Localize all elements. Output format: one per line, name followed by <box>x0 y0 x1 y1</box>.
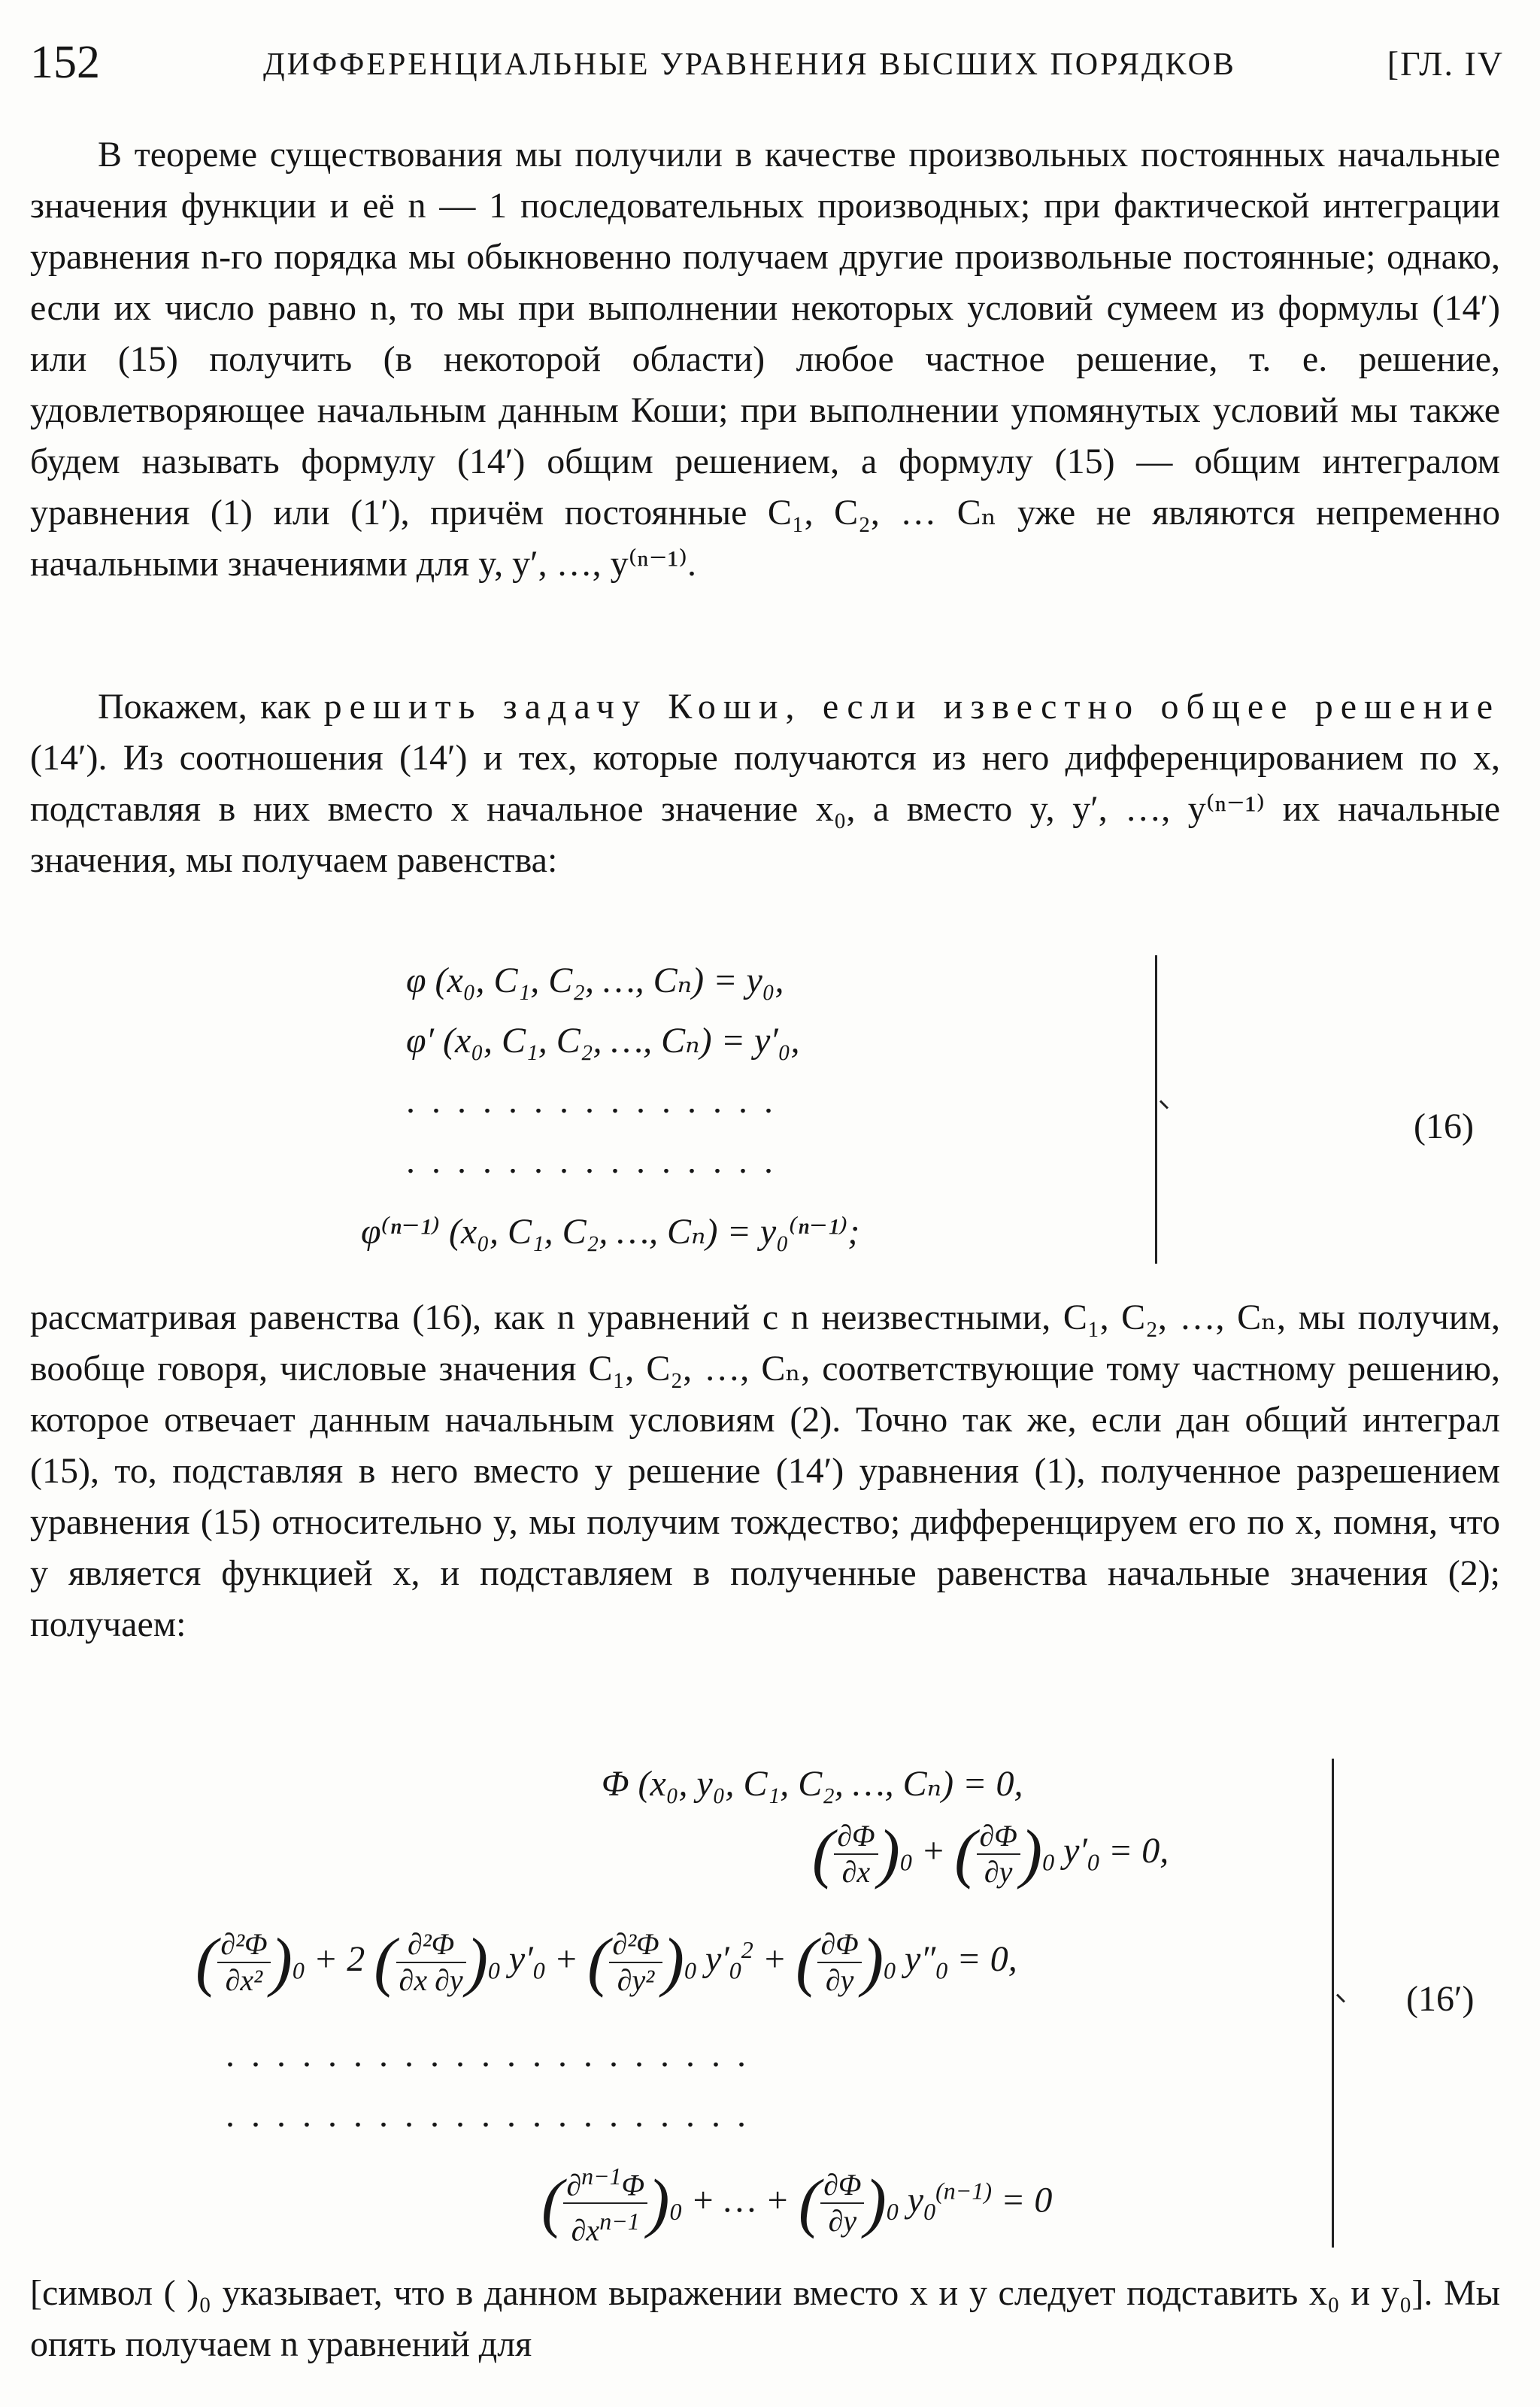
page-header <box>30 30 1510 90</box>
paragraph-cauchy-problem <box>30 681 1500 886</box>
paragraph-existence-theorem: В теореме существования мы получили в качестве произвольных постоянных начальные значения функции и её n — 1 последовательных производных; при фактической интеграции уравнения n-го порядка мы обыкновенно получаем другие произвольные постоянные; однако, если их число равно n, то мы при выполнении некоторых условий сумеем из формулы (14′) или (15) получить (в некоторой области) любое частное решение, т. е. решение, удовлетворяющее начальным данным Коши; при выполнении упомянутых условий мы также будем называть формулу (14′) общим решением, а формулу (15) — общим интегралом уравнения (1) или (1′), причём постоянные C₁, C₂, … Cₙ уже не являются непременно начальными значениями для y, y′, …, y⁽ⁿ⁻¹⁾. <box>30 135 1500 584</box>
page-number: 152 <box>30 37 100 88</box>
eq16-line1: φ (x₀, C₁, C₂, …, Cₙ) = y₀, <box>406 961 784 1000</box>
eq16p-line1: Φ (x₀, y₀, C₁, C₂, …, Cₙ) = 0, <box>602 1764 1023 1804</box>
paragraph-solving-system: рассматривая равенства (16), как n уравнений с n неизвестными, C₁, C₂, …, Cₙ, мы получим, вообще говоря, числовые значения C₁, C₂, …, Cₙ, соответствующие тому частному решению, которое отвечает данным начальным условиям (2). Точно так же, если дан общий интеграл (15), то, подставляя в него вместо y решение (14′) уравнения (1), полученное разрешением уравнения (15) относительно y, мы получим тождество; дифференцируем его по x, помня, что y является функцией x, и подставляем в полученные равенства начальные значения (2); получаем: <box>30 1298 1500 1644</box>
eq16-label: (16) <box>1414 1106 1474 1146</box>
cauchy-emphasis: решить задачу Коши, если известно общее решение <box>323 687 1500 727</box>
eq16-line5: φ⁽ⁿ⁻¹⁾ (x₀, C₁, C₂, …, Cₙ) = y₀⁽ⁿ⁻¹⁾; <box>361 1212 860 1252</box>
paragraph-symbol-note: [символ ( )₀ указывает, что в данном выражении вместо x и y следует подставить x₀ и y₀]. Мы опять получаем n уравнений для <box>30 2273 1500 2364</box>
eq16p-dots2: ..................... <box>226 2095 762 2135</box>
frac-dphi-dy: $\frac{\partial\Phi}{\partial y}$ <box>977 1819 1020 1889</box>
frac-dphi-dx: $\frac{\partial\Phi}{\partial x}$ <box>834 1819 878 1889</box>
cauchy-rest: (14′). Из соотношения (14′) и тех, которые получаются из него дифференцированием по x, подставляя в них вместо x начальное значение x₀, а вместо y, y′, …, y⁽ⁿ⁻¹⁾ их начальные значения, мы получаем равенства: <box>30 738 1500 880</box>
brace-16 <box>1135 955 1157 1264</box>
eq16p-label: (16′) <box>1406 1979 1475 2019</box>
eq16p-line2: ( $\frac{\partial\Phi}{\partial x}$ )$_0$ + ( $\frac{\partial\Phi}{\partial y}$ )$_0$ $y'_0 = 0$, <box>812 1817 1169 1890</box>
eq16p-line-last: ( $\frac{\partial^{n-1}\Phi}{\partial x^{n-1}}$ )$_0$ + … + ( $\frac{\partial\Phi}{\partial y}$ )$_0$ $y_0^{(n-1)} = 0$ <box>541 2159 1052 2248</box>
brace-16prime <box>1312 1759 1334 2248</box>
eq16-dots2: ............... <box>406 1141 790 1181</box>
chapter-marker: [ГЛ. IV <box>1387 44 1504 83</box>
eq16-dots1: ............... <box>406 1081 790 1121</box>
eq16p-line3: ( $\frac{\text{∂²Φ}}{\text{∂x²}}$ )$_0 + 2$ ( $\frac{\text{∂²Φ}}{\partial x \partial y}$ )$_0$ $y'_0$ + ( $\frac{\text{∂²Φ}}{\text{∂y²}}$ )$_0$ $y'_0^2$ + ( $\frac{\partial\Phi}{\partial y}$ )$_0$ $y''_0 = 0$, <box>196 1925 1017 1999</box>
eq16p-dots1: ..................... <box>226 2035 762 2075</box>
eq16-line2: φ′ (x₀, C₁, C₂, …, Cₙ) = y′₀, <box>406 1021 800 1061</box>
cauchy-lead: Покажем, как <box>98 687 324 727</box>
running-title: ДИФФЕРЕНЦИАЛЬНЫЕ УРАВНЕНИЯ ВЫСШИХ ПОРЯДКОВ <box>263 47 1236 82</box>
